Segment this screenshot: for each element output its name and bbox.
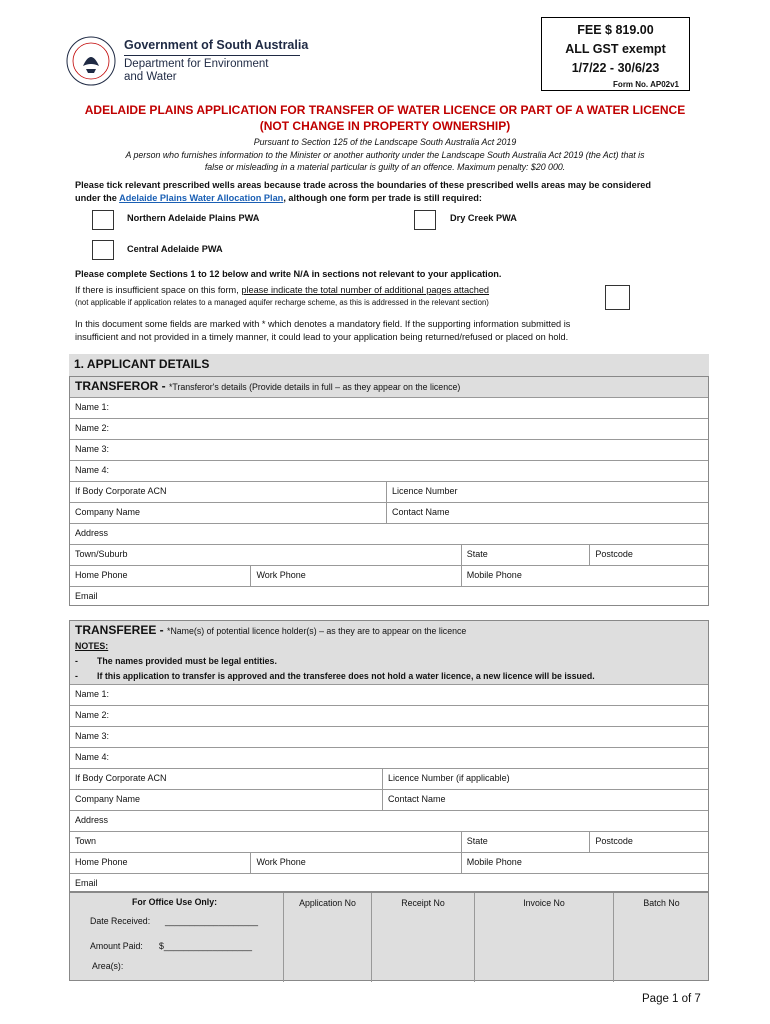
transferor-name-3-row[interactable]: Name 3: <box>70 439 708 460</box>
office-use-title: For Office Use Only: <box>132 897 218 907</box>
insufficient-space-subnote: (not applicable if application relates to a managed aquifer recharge scheme, as this is addressed in the relevant section) <box>75 298 489 307</box>
warning-line-2: false or misleading in a material particular is guilty of an offence. Maximum penalty: $20 000. <box>204 162 566 172</box>
transferor-contact-field[interactable]: Contact Name <box>386 503 708 523</box>
transferor-mobile-field[interactable]: Mobile Phone <box>461 566 708 586</box>
fee-period: 1/7/22 - 30/6/23 <box>571 61 660 75</box>
transferee-state-field[interactable]: State <box>461 832 590 852</box>
northern-pwa-label: Northern Adelaide Plains PWA <box>127 213 260 223</box>
mandatory-note: In this document some fields are marked with * which denotes a mandatory field. If the supporting information submitted is insufficient and not provided in a timely manner, it could lead to your application being returned/refused or placed on hold. <box>75 319 571 342</box>
transferor-address-row[interactable]: Address <box>70 523 708 544</box>
fee-amount: FEE $ 819.00 <box>577 23 654 37</box>
transferee-name-3-row[interactable]: Name 3: <box>70 726 708 747</box>
transferee-heading: TRANSFEREE - *Name(s) of potential licence holder(s) – as they are to appear on the licence <box>70 621 708 639</box>
transferee-contact-field[interactable]: Contact Name <box>382 790 708 810</box>
transferee-name-2-row[interactable]: Name 2: <box>70 705 708 726</box>
northern-pwa-checkbox[interactable] <box>92 210 114 230</box>
transferor-acn-field[interactable]: If Body Corporate ACN <box>75 486 167 496</box>
dry-creek-pwa-label: Dry Creek PWA <box>450 213 517 223</box>
amount-paid-label: Amount Paid: <box>90 941 143 951</box>
transferor-heading: TRANSFEROR - *Transferor's details (Provide details in full – as they appear on the licence) <box>70 377 708 397</box>
transferor-name-1-row[interactable]: Name 1: <box>70 397 708 418</box>
transferor-town-field[interactable]: Town/Suburb <box>75 549 128 559</box>
invoice-no-cell[interactable]: Invoice No <box>474 893 613 982</box>
date-received-label: Date Received: <box>90 916 151 926</box>
transferee-acn-field[interactable]: If Body Corporate ACN <box>75 773 167 783</box>
transferor-email-row[interactable]: Email <box>70 586 708 607</box>
transferor-postcode-field[interactable]: Postcode <box>589 545 708 565</box>
transferee-home-phone-field[interactable]: Home Phone <box>75 857 128 867</box>
application-no-cell[interactable]: Application No <box>283 893 371 982</box>
transferee-address-row[interactable]: Address <box>70 810 708 831</box>
page-number: Page 1 of 7 <box>642 993 701 1005</box>
water-allocation-plan-link[interactable]: Adelaide Plains Water Allocation Plan <box>119 193 284 203</box>
fee-box <box>541 17 690 91</box>
transferor-work-phone-field[interactable]: Work Phone <box>250 566 460 586</box>
government-crest-logo <box>66 36 116 86</box>
transferee-email-row[interactable]: Email <box>70 873 708 894</box>
transferee-work-phone-field[interactable]: Work Phone <box>250 853 460 873</box>
transferee-postcode-field[interactable]: Postcode <box>589 832 708 852</box>
central-pwa-checkbox[interactable] <box>92 240 114 260</box>
transferor-name-2-row[interactable]: Name 2: <box>70 418 708 439</box>
date-received-line[interactable]: ___________________ <box>165 916 258 926</box>
transferee-mobile-field[interactable]: Mobile Phone <box>461 853 708 873</box>
areas-label: Area(s): <box>92 961 124 971</box>
tick-instruction: Please tick relevant prescribed wells areas because trade across the boundaries of these prescribed wells areas may be considered under the Adelaide Plains Water Allocation Plan, although one form per trade is still required: <box>75 180 652 203</box>
form-title: ADELAIDE PLAINS APPLICATION FOR TRANSFER OF WATER LICENCE OR PART OF A WATER LICENCE (NOT CHANGE IN PROPERTY OWNERSHIP) <box>84 103 686 133</box>
insufficient-space-note: If there is insufficient space on this form, please indicate the total number of additional pages attached <box>75 285 490 295</box>
transferee-licence-field[interactable]: Licence Number (if applicable) <box>382 769 708 789</box>
transferor-licence-field[interactable]: Licence Number <box>386 482 708 502</box>
transferor-company-field[interactable]: Company Name <box>75 507 141 517</box>
amount-paid-line[interactable]: $__________________ <box>159 941 252 951</box>
gst-note: ALL GST exempt <box>565 42 666 56</box>
transferee-town-field[interactable]: Town <box>75 836 97 846</box>
warning-line-1: A person who furnishes information to the Minister or another authority under the Landscape South Australia Act 2019 (the Act) that is <box>125 150 645 160</box>
department-name: Department for Environment and Water <box>124 58 269 83</box>
central-pwa-label: Central Adelaide PWA <box>127 244 223 254</box>
transferor-block <box>69 376 709 606</box>
pursuant-text: Pursuant to Section 125 of the Landscape South Australia Act 2019 <box>253 137 517 147</box>
transferor-name-4-row[interactable]: Name 4: <box>70 460 708 481</box>
complete-sections-note: Please complete Sections 1 to 12 below and write N/A in sections not relevant to your application. <box>75 269 502 279</box>
form-number: Form No. AP02v1 <box>613 80 679 89</box>
transferee-notes: NOTES: - The names provided must be legal entities. - If this application to transfer is approved and the transferee does not hold a water licence, a new licence will be issued. <box>70 639 708 684</box>
additional-pages-box[interactable] <box>605 285 630 310</box>
transferee-block <box>69 620 709 892</box>
transferee-name-4-row[interactable]: Name 4: <box>70 747 708 768</box>
government-name: Government of South Australia <box>124 38 309 52</box>
office-use-block <box>69 892 709 981</box>
transferee-company-field[interactable]: Company Name <box>75 794 141 804</box>
transferor-home-phone-field[interactable]: Home Phone <box>75 570 128 580</box>
receipt-no-cell[interactable]: Receipt No <box>371 893 474 982</box>
dry-creek-pwa-checkbox[interactable] <box>414 210 436 230</box>
section-1-heading: 1. APPLICANT DETAILS <box>69 354 709 376</box>
transferee-name-1-row[interactable]: Name 1: <box>70 684 708 705</box>
header-rule <box>124 55 300 56</box>
batch-no-cell[interactable]: Batch No <box>613 893 709 982</box>
transferor-state-field[interactable]: State <box>461 545 590 565</box>
